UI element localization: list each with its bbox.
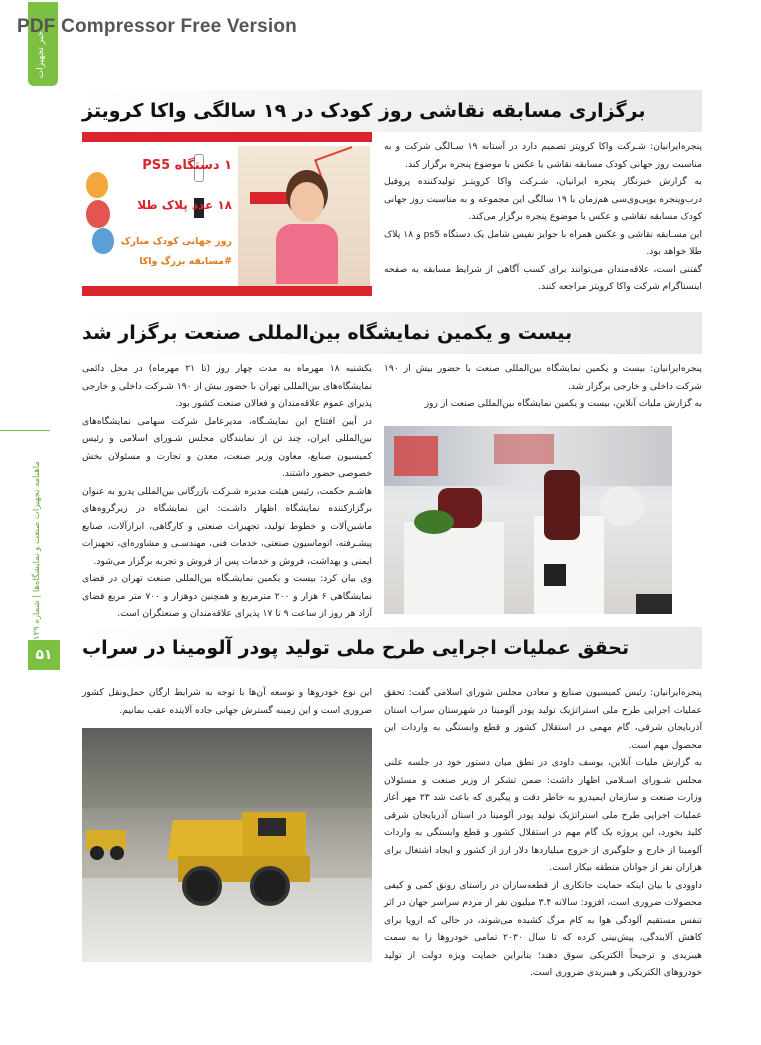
side-tab [28,2,58,86]
article-3-paragraph: پنجره‌ایرانیان: رئیس کمیسیون صنایع و معادن مجلس شورای اسلامی گفت: تحقق عملیات اجرایی طرح ملی استراتژیک تولید پودر آلومینا در شهرستان سراب استان آذربایجان شرقی، گام مهمی در استقلال کشور و قطع وابستگی به واردات این محصول مهم است. [384,687,702,751]
article-2-headline-bar [82,312,702,354]
article-2-body-right [384,360,702,413]
article-3-mining-truck-photo [82,728,372,962]
article-3-paragraph: این نوع خودروها و توسعه آن‌ها با توجه به شرایط ارگان حمل‌ونقل کشور ضروری است و این زمینه گسترش جهانی جاده آلاینده عقب بمانیم. [82,687,372,716]
article-1-headline: برگزاری مسابقه نقاشی روز کودک در ۱۹ سالگی واکا کرویتز [82,100,646,122]
article-3-paragraph: داوودی با بیان اینکه حمایت جانکاری از قطعه‌سازان در راستای رونق کمی و کیفی محصولات ضروری است، افزود: سالانه ۳.۴ میلیون نفر از مردم سراسر جهان در اثر تنفس مستقیم آلودگی هوا به کام مرگ کشیده می‌شوند، در حالی که اروپا برای کاهش آلایندگی، پیش‌بینی کرده که تا سال ۲۰۳۰ تمامی خودروها را به سمت هیبریدی و ترجیحاً الکتریکی سوق دهند؛ بنابراین حمایت ویژه دولت از تولید خودروهای الکتریکی و هیبریدی ضروری است. [384,879,703,978]
promo-hashtag: #مسابقه بزرگ واکا [139,256,232,267]
promo-ps5: ۱ دستگاه PS5 [142,158,232,173]
article-2-paragraph: هاشـم حکمت، رئیس هیئت مدیره شـرکت بازرگانی بین‌المللی پدرو به عنوان برگزارکننده نمایشگاه اظهار داشـت: این نمایشگاه در زیرگروه‌های ماشین‌آلات و خطوط تولید، تجهیزات صنعتی و کارگاهی، ابزارآلات، صنایع پیشـرفته، اتوماسیون صنعتی، خدمات فنی، مهندسـی و مشاوره‌ای، تجهیزات ایمنی و بهداشت، فروش و خدمات پس از فروش و تجربه برگزار می‌شود. [82,485,372,567]
article-1-paragraph: به گزارش خبرنگار پنجره‌ ایرانیان، شـرکت واکا کرویتـز تولیدکننده پروفیل درب‌وپنجره یوپی‌وی‌سی هم‌زمان با ۱۹ سالگی این مجموعه و به مناسبت روز جهانی کودک مسابقه نقاشی و عکس با موضوع پنجره برگزار می‌کند. [384,176,702,222]
article-3-headline-bar [82,627,702,669]
article-1-paragraph: این مسـابقه نقاشی و عکس همراه با جوایز نفیس شامل یک دستگاه ps5 و ۱۸ پلاک طلا خواهد بود. [384,228,703,257]
article-2-body-left [82,360,372,623]
article-2-exhibition-photo [384,426,672,614]
watermark: PDF Compressor Free Version [17,16,297,37]
article-3-body-right [384,684,702,982]
girl-photo [238,146,370,286]
side-caption: ماهنامه تجهیزات صنعت و نمایشگاه‌ها | شماره ۱۲۹ [32,461,42,640]
side-tab-label: خبر تجهیزات [36,30,46,78]
article-3-headline: تحقق عملیات اجرایی طرح ملی تولید پودر آلومینا در سراب [82,637,630,659]
article-1-image [82,132,372,296]
article-2-paragraph: یکشنبه ۱۸ مهرماه به مدت چهار روز (تا ۲۱ مهرماه) در محل دائمی نمایشگاه‌های بین‌المللی تهران با حضور بیش از ۱۹۰ شـرکت داخلی و خارجی پذیرای عموم علاقه‌مندان و فعالان صنعت کشور بود. [82,363,373,409]
article-3-paragraph: به گزارش ملیات آنلاین، یوسف داودی در نطق میان دستور خود در جلسه علنی مجلس شـورای اسـلامی اظهار داشت: ضمن تشکر از وزیر صنعت و مسئولان وزارت صنعت و سازمان ایمیدرو به خاطر دقت و پیگیری که باعث شد ۲۳ مهر آغاز عملیات اجرایی طرح ملی استراتژیک تولید پودر آلومینا در استان آذربایجان شرقی کلید بخورد، این پروژه یک گام مهم در استقلال کشور و قطع وابستگی به واردات آلومینا از خارج و جلوگیری از خروج میلیاردها دلار ارز از کشور و ایجاد اشتغال برای هزاران نفر از جوانان منطقه بیکار است. [384,757,702,873]
article-1-headline-bar [82,90,702,132]
article-2-paragraph: به گزارش ملیات آنلاین، بیست و یکمین نمایشگاه بین‌المللی صنعت از روز [424,398,702,409]
article-2-paragraph: وی بیان کرد: بیست و یکمین نمایشـگاه بین‌المللی صنعت تهران در فضای نمایشگاهی ۶ هزار و ۲۰۰ مترمربع و همچنین دوهزار و ۷۰۰ متر مربع فضای آزاد هر روز از ساعت ۹ تا ۱۷ پذیرای علاقه‌مندان و صنعتگران است. [82,573,373,619]
article-3-body-left [82,684,372,719]
article-1-paragraph: گفتنی است، علاقه‌مندان می‌توانند برای کسب آگاهی از شرایط مسابقه به صفحه اینستاگرام شرکت واکا کرویتز مراجعه کنند. [384,263,702,292]
side-divider [0,430,50,431]
promo-kids-day: روز جهانی کودک مبارک [120,236,232,247]
article-1-paragraph: پنجره‌ایرانیان: شـرکت واکا کرویتز تصمیم دارد در آستانه ۱۹ سـالگی شرکت و به مناسبت روز جهانی کودک مسابقه نقاشی یا عکس با موضوع پنجره برگزار کند. [384,141,703,170]
page-number: ۵۱ [28,640,60,670]
article-1-body [384,138,702,296]
article-2-paragraph: پنجره‌ایرانیان: بیست و یکمین نمایشگاه بین‌المللی صنعت با حضور بیش از ۱۹۰ شرکت داخلی و خارجی برگزار شد. [384,363,702,392]
article-2-headline: بیست و یکمین نمایشگاه بین‌المللی صنعت برگزار شد [82,322,573,344]
article-2-paragraph: در آیین افتتاح این نمایشـگاه، مدیرعامل شرکت سهامی نمایشگاه‌های بین‌المللی ایران، چند تن از نمایندگان مجلس شـورای اسلامی و رئیس کمیسیون صنایع، معاون وزیر صنعت، معدن و تجارت و مسئولان بخش خصوصی حضور داشتند. [82,415,372,479]
promo-gold: ۱۸ عدد پلاک طلا [137,198,232,212]
